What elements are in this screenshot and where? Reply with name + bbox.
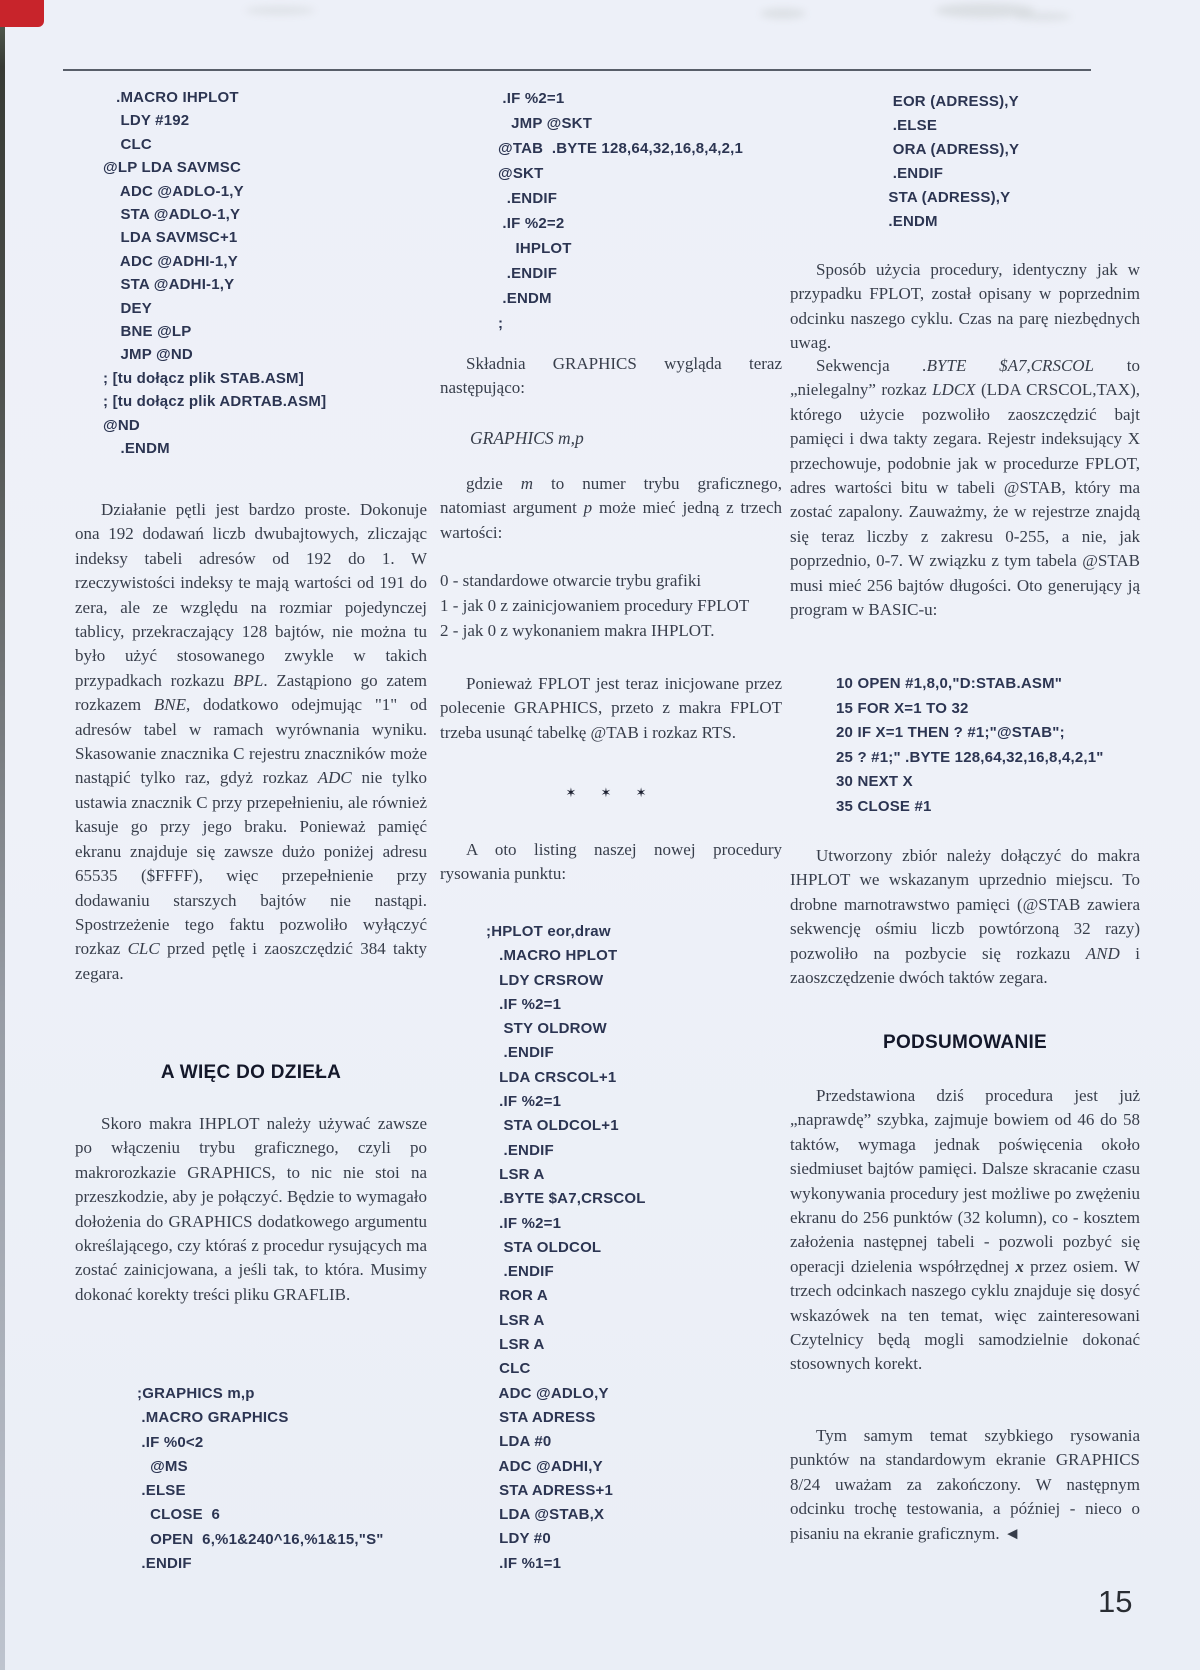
code-block-graphics-macro-head: ;GRAPHICS m,p .MACRO GRAPHICS .IF %0<2 @MS .ELSE CLOSE 6 OPEN 6,%1&240^16,%1&15,"S" .ENDIF [137,1385,384,1573]
section-heading-podsumowanie: PODSUMOWANIE [882,1032,1048,1053]
section-separator-stars: ✶ ✶ ✶ [565,786,657,801]
syntax-line-graphics: GRAPHICS m,p [470,428,584,448]
code-block-hplot-macro: ;HPLOT eor,draw .MACRO HPLOT LDY CRSROW .IF %2=1 STY OLDROW .ENDIF LDA CRSCOL+1 .IF %2=1 STA OLDCOL+1 .ENDIF LSR A .BYTE $A7,CRSCOL .IF %2=1 STA OLDCOL .ENDIF ROR A LSR A LSR A CLC ADC @ADLO,Y STA ADRESS LDA #0 ADC @ADHI,Y STA ADRESS+1 LDA @STAB,X LDY #0 .IF %1=1 [486,923,646,1572]
paragraph-graphics-merge: Skoro makra IHPLOT należy używać zawsze po włączeniu trybu graficznego, czyli po makrorozkazie GRAPHICS, to nic nie stoi na przeszkodzie, aby je połączyć. Będzie to wymagało dołożenia do GRAPHICS dodatkowego argumentu określającego, czy któraś z procedur rysujących ma zostać zainicjowana, a jeśli tak, to która. Musimy dokonać korekty treści pliku GRAFLIB. [75,1114,427,1304]
paragraph-usage: Sposób użycia procedury, identyczny jak w przypadku FPLOT, został opisany w poprzednim odcinku naszego cyklu. Czas na parę niezbędnych uwag. [790,260,1140,353]
scan-edge-artifact [0,0,5,1670]
scan-red-corner-artifact [0,0,44,27]
column-middle [440,0,782,1670]
paragraph-stab-file: Utworzony zbiór należy dołączyć do makra IHPLOT we wskazanym uprzednio miejscu. To drobne marnotrawstwo pamięci (@STAB zawiera sekwencję ośmiu liczb powtórzoną 32 razy) pozwoliło na pozbycie się rozkazu AND i zaoszczędzenie dwóch taktów zegara. [790,846,1140,988]
paragraph-listing-intro: A oto listing naszej nowej procedury rysowania punktu: [440,840,782,884]
code-block-hplot-macro-tail: EOR (ADRESS),Y .ELSE ORA (ADRESS),Y .ENDIF STA (ADRESS),Y .ENDM [884,93,1020,230]
column-right [790,0,1140,1670]
paragraph-closing: Tym samym temat szybkiego rysowania punktów na standardowym ekranie GRAPHICS 8/24 uważam za zakończony. W następnym odcinku trochę testowania, a później - nieco o pisaniu na ekranie graficznym. ◄ [790,1426,1140,1543]
code-block-basic-generator: 10 OPEN #1,8,0,"D:STAB.ASM" 15 FOR X=1 TO 32 20 IF X=1 THEN ? #1;"@STAB"; 25 ? #1;" .BYTE 128,64,32,16,8,4,2,1" 30 NEXT X 35 CLOSE #1 [836,675,1104,815]
list-argument-values: 0 - standardowe otwarcie trybu grafiki 1 - jak 0 z zainicjowaniem procedury FPLOT 2 - jak 0 z wykonaniem makra IHPLOT. [440,571,750,640]
page-number: 15 [1098,1584,1133,1619]
paragraph-fplot-init: Ponieważ FPLOT jest teraz inicjowane przez polecenie GRAPHICS, przeto z makra FPLOT trzeba usunąć tabelkę @TAB i rozkaz RTS. [440,674,782,742]
paragraph-syntax-intro: Składnia GRAPHICS wygląda teraz następująco: [440,354,782,398]
section-heading-a-wiec-do-dziela: A WIĘC DO DZIEŁA [160,1062,342,1083]
paragraph-loop-explanation: Działanie pętli jest bardzo proste. Dokonuje ona 192 dodawań liczb dwubajtowych, zliczając indeksy tabeli adresów od 192 do 1. W rzeczywistości indeksy te mają wartości od 191 do zera, ale ze względu na rozmiar pojedynczej tablicy, przekraczający 128 bajtów, nie można tu było użyć stosowanego zwykle w takich przypadkach rozkazu BPL. Zastąpiono go zatem rozkazem BNE, dodatkowo odejmując "1" od adresów tabel w ramach wyrównania wyniku. Skasowanie znacznika C rejestru znaczników może nastąpić tylko raz, gdyż rozkaz ADC nie tylko ustawia znacznik C przy przepełnieniu, ale również kasuje go przy jego braku. Ponieważ pamięć ekranu znajduje się zawsze dużo poniżej adresu 65535 ($FFFF), więc przepełnienie przy dodawaniu starszych bajtów nie nastąpi. Spostrzeżenie tego faktu pozwoliło wyłączyć rozkaz CLC przed pętlę i zaoszczędzić 384 takty zegara. [75,500,427,983]
paragraph-arguments: gdzie m to numer trybu graficznego, natomiast argument p może mieć jedną z trzech wartości: [440,474,782,542]
paragraph-ldcx-trick: Sekwencja .BYTE $A7,CRSCOL to „nielegalny” rozkaz LDCX (LDA CRSCOL,TAX), którego użycie pozwoliło zaoszczędzić bajt pamięci i dwa takty zegara. Rejestr indeksujący X przechowuje, podobnie jak w procedurze FPLOT, adres wartości bitu w tabeli @STAB, który ma zostać zapalony. Zauważmy, że w rejestrze znajdą się teraz liczby z zakresu 0-255, a nie, jak poprzednio, 0-7. W związku z tym tabela @STAB musi mieć 256 bajtów długości. Oto generujący ją program w BASIC-u: [790,356,1141,620]
code-block-graphics-macro-tail: .IF %2=1 JMP @SKT @TAB .BYTE 128,64,32,16,8,4,2,1 @SKT .ENDIF .IF %2=2 IHPLOT .ENDIF .ENDM ; [498,90,744,332]
column-left [75,0,427,1670]
paragraph-summary: Przedstawiona dziś procedura jest już „naprawdę” szybka, zajmuje bowiem od 46 do 58 taktów, wymaga jednak poświęcenia około siedmiuset bajtów pamięci. Dalsze skracanie czasu wykonywania procedury jest możliwe po zwężeniu ekranu do 256 punktów (32 kolumn), co - kosztem założenia następnej tabeli - pozwoli pozbyć się operacji dzielenia współrzędnej x przez osiem. W trzech odcinkach naszego cyklu znajduje się dosyć wskazówek na ten temat, więc zainteresowani Czytelnicy będą mogli samodzielnie dokonać stosownych korekt. [790,1086,1140,1374]
code-block-ihplot-macro: .MACRO IHPLOT LDY #192 CLC @LP LDA SAVMSC ADC @ADLO-1,Y STA @ADLO-1,Y LDA SAVMSC+1 ADC @ADHI-1,Y STA @ADHI-1,Y DEY BNE @LP JMP @ND ; [tu dołącz plik STAB.ASM] ; [tu dołącz plik ADRTAB.ASM] @ND .ENDM [103,89,327,458]
